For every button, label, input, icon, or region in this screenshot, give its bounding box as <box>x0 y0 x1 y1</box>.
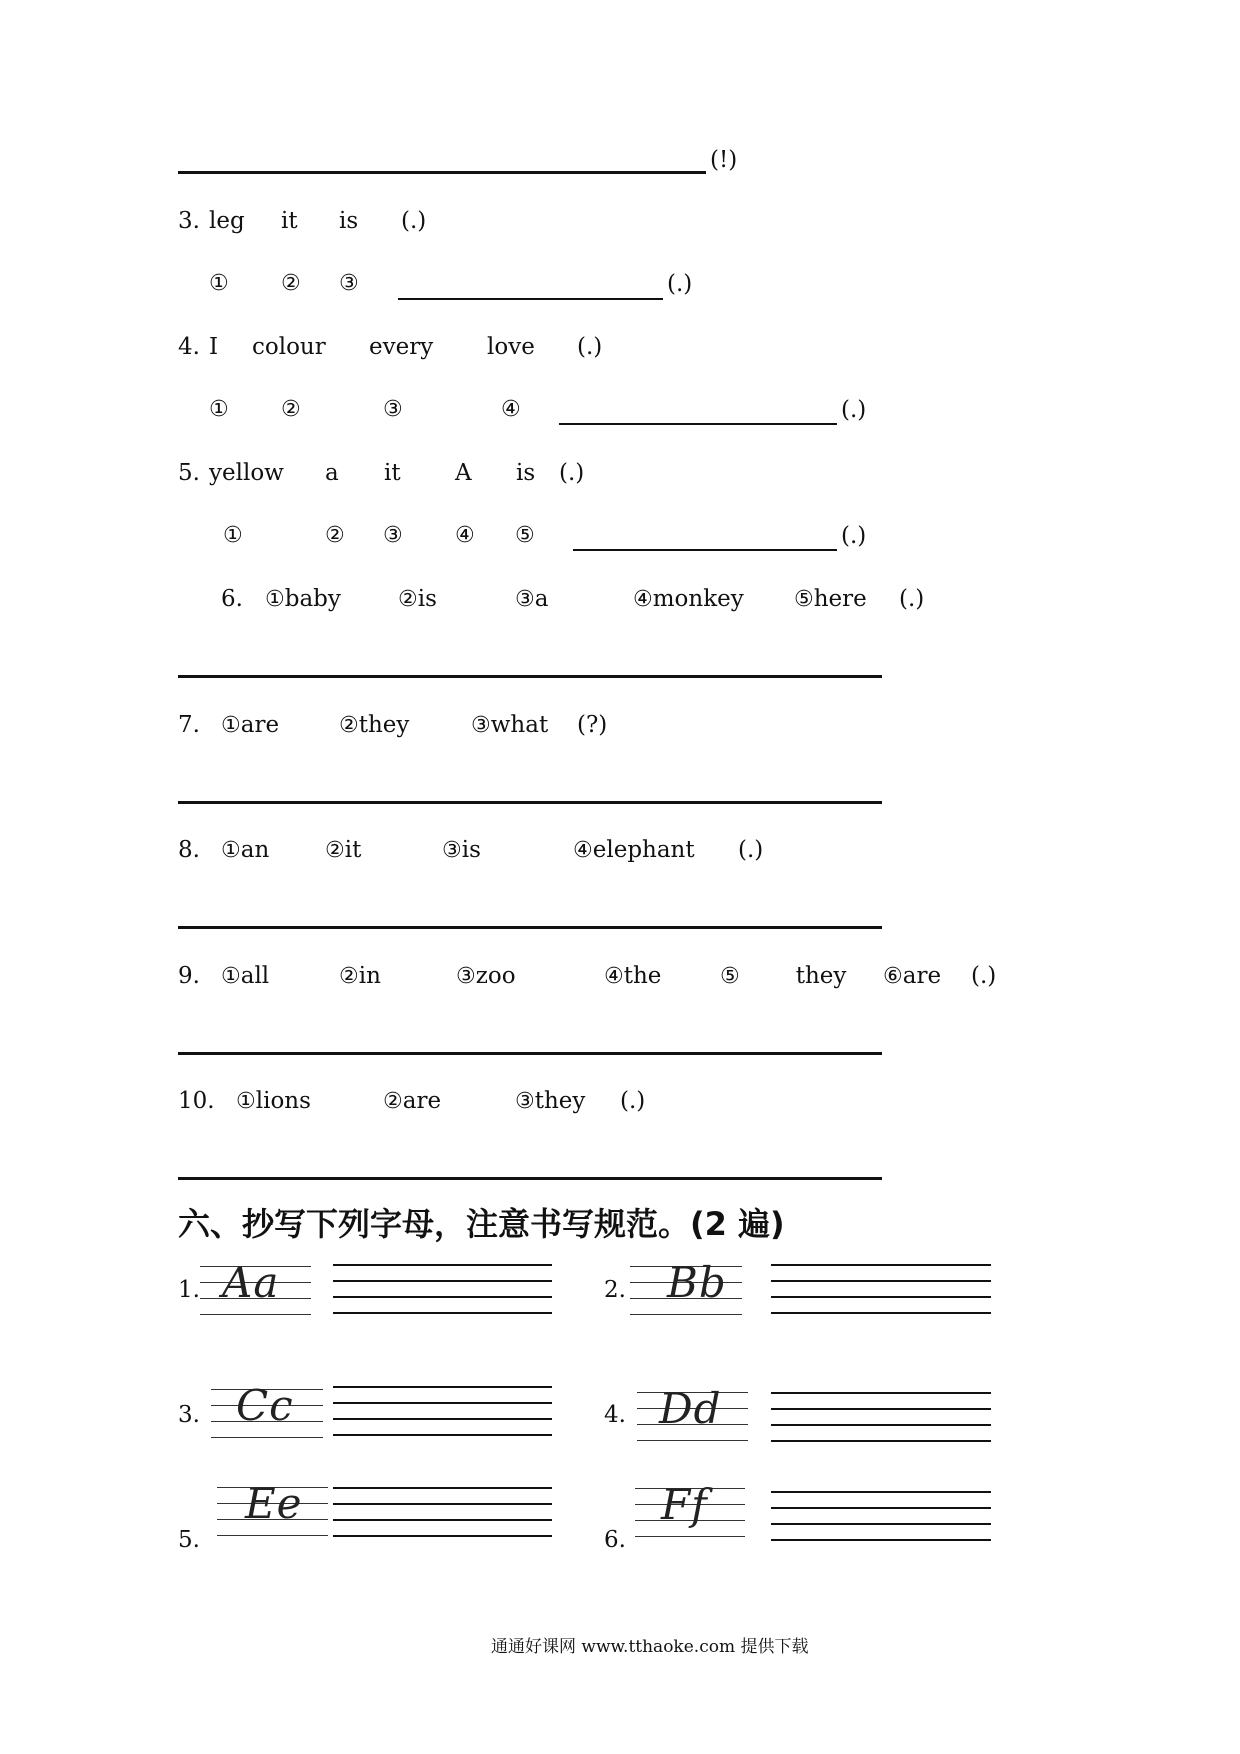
numbered-word <box>221 836 269 865</box>
numbered-word <box>221 711 279 740</box>
answer-line-q10 <box>178 1177 882 1180</box>
circled-number: ② <box>281 271 301 296</box>
copy-item-number: 3. <box>178 1402 200 1428</box>
circled-number: ③ <box>471 713 491 738</box>
question-number: 5. <box>178 460 200 486</box>
numbered-word <box>265 585 341 614</box>
guide-line <box>211 1437 323 1438</box>
question-5-order <box>0 522 1240 550</box>
copy-item-number: 4. <box>604 1402 626 1428</box>
answer-line-q6 <box>178 675 882 678</box>
question-3-order <box>0 270 1240 298</box>
guide-line <box>771 1408 991 1410</box>
word: baby <box>284 586 341 612</box>
punctuation-hint: (.) <box>971 963 997 989</box>
circled-number: ② <box>398 587 418 612</box>
answer-line-q4 <box>559 423 837 425</box>
scrambled-word: A <box>455 460 472 486</box>
guide-line <box>771 1440 991 1442</box>
scrambled-word: a <box>325 460 339 486</box>
word: here <box>813 586 867 612</box>
word: are <box>240 712 280 738</box>
question-number: 4. <box>178 334 200 360</box>
guide-line <box>333 1418 552 1420</box>
numbered-word <box>339 962 381 991</box>
punctuation-hint: (.) <box>899 586 925 612</box>
question-9 <box>0 962 1240 990</box>
guide-line <box>771 1491 991 1493</box>
circled-number: ② <box>281 397 301 422</box>
question-10 <box>0 1087 1240 1115</box>
word: are <box>902 963 942 989</box>
scrambled-word: it <box>384 460 401 486</box>
guide-line <box>771 1296 991 1298</box>
circled-number: ④ <box>573 838 593 863</box>
guide-line <box>771 1312 991 1314</box>
numbered-word <box>633 585 744 614</box>
circled-number: ② <box>339 713 359 738</box>
guide-line <box>771 1523 991 1525</box>
circled-number: ⑤ <box>515 523 535 548</box>
scrambled-word: leg <box>209 208 245 234</box>
guide-line <box>771 1507 991 1509</box>
copy-item-number: 2. <box>604 1277 626 1303</box>
circled-number: ⑤ <box>720 964 740 989</box>
copy-item-number: 1. <box>178 1277 200 1303</box>
word: what <box>490 712 549 738</box>
guide-line <box>200 1314 311 1315</box>
scrambled-word: I <box>209 334 219 360</box>
numbered-word <box>883 962 941 991</box>
guide-line <box>771 1280 991 1282</box>
numbered-word <box>515 1087 585 1116</box>
guide-line <box>630 1314 742 1315</box>
circled-number: ② <box>325 523 345 548</box>
numbered-word <box>456 962 516 991</box>
answer-line-q8 <box>178 926 882 929</box>
answer-punctuation: (.) <box>841 523 867 549</box>
question-number: 10. <box>178 1088 215 1114</box>
scrambled-word: colour <box>252 334 326 360</box>
answer-punctuation: (.) <box>667 271 693 297</box>
guide-line <box>771 1424 991 1426</box>
practice-grid <box>771 1264 991 1314</box>
word: elephant <box>592 837 695 863</box>
word: a <box>534 586 549 612</box>
guide-line <box>333 1434 552 1436</box>
practice-grid <box>333 1487 552 1537</box>
circled-number: ① <box>265 587 285 612</box>
circled-number: ④ <box>501 397 521 422</box>
model-letters: Ff <box>661 1480 708 1529</box>
numbered-word <box>573 836 695 865</box>
question-4-order <box>0 396 1240 424</box>
copy-item-number: 5. <box>178 1527 200 1553</box>
guide-line <box>333 1312 552 1314</box>
circled-number: ④ <box>455 523 475 548</box>
circled-number: ② <box>325 838 345 863</box>
circled-number: ① <box>221 838 241 863</box>
word: is <box>417 586 437 612</box>
numbered-word <box>794 585 867 614</box>
circled-number: ④ <box>633 587 653 612</box>
word: the <box>623 963 662 989</box>
punctuation-hint: (?) <box>577 712 608 738</box>
punctuation-hint: (.) <box>577 334 603 360</box>
model-letters: Ee <box>245 1479 303 1528</box>
guide-line <box>333 1503 552 1505</box>
answer-punctuation: (.) <box>841 397 867 423</box>
guide-line <box>333 1264 552 1266</box>
numbered-word <box>515 585 548 614</box>
circled-number: ⑥ <box>883 964 903 989</box>
model-letter-grid <box>630 1258 742 1316</box>
practice-grid <box>333 1264 552 1314</box>
word: in <box>358 963 381 989</box>
word: is <box>461 837 481 863</box>
practice-grid <box>771 1392 991 1442</box>
circled-number: ③ <box>456 964 476 989</box>
answer-line-q7 <box>178 801 882 804</box>
numbered-word <box>221 962 269 991</box>
circled-number: ① <box>209 397 229 422</box>
question-2-tail <box>0 146 1240 174</box>
circled-number: ① <box>236 1089 256 1114</box>
circled-number: ① <box>223 523 243 548</box>
scrambled-word: it <box>281 208 298 234</box>
word: it <box>344 837 362 863</box>
scrambled-word: is <box>516 460 536 486</box>
circled-number: ③ <box>383 397 403 422</box>
answer-line-q5 <box>573 549 837 551</box>
model-letter-grid <box>635 1480 745 1538</box>
guide-line <box>217 1535 328 1536</box>
model-letters: Dd <box>659 1384 722 1433</box>
section-6-heading: 六、抄写下列字母，注意书写规范。(2 遍) <box>178 1205 785 1243</box>
numbered-word <box>471 711 548 740</box>
guide-line <box>333 1487 552 1489</box>
circled-number: ① <box>221 964 241 989</box>
guide-line <box>333 1519 552 1521</box>
model-letter-grid <box>200 1258 311 1316</box>
circled-number: ① <box>209 271 229 296</box>
question-7 <box>0 711 1240 739</box>
circled-number: ① <box>221 713 241 738</box>
circled-number: ④ <box>604 964 624 989</box>
word: they <box>795 963 847 989</box>
question-number: 7. <box>178 712 200 738</box>
punctuation-hint: (.) <box>401 208 427 234</box>
guide-line <box>333 1280 552 1282</box>
model-letters: Cc <box>236 1381 294 1430</box>
numbered-word <box>339 711 409 740</box>
guide-line <box>637 1440 748 1441</box>
question-8 <box>0 836 1240 864</box>
scrambled-word: love <box>487 334 535 360</box>
scrambled-word: is <box>339 208 359 234</box>
q2-punctuation: (!) <box>710 147 738 173</box>
circled-number: ③ <box>383 523 403 548</box>
scrambled-word: yellow <box>209 460 284 486</box>
page-footer: 通通好课网 www.tthaoke.com 提供下载 <box>491 1637 809 1657</box>
question-5 <box>0 459 1240 487</box>
question-6 <box>0 585 1240 613</box>
word: they <box>358 712 410 738</box>
guide-line <box>771 1539 991 1541</box>
guide-line <box>771 1392 991 1394</box>
guide-line <box>333 1402 552 1404</box>
circled-number: ③ <box>515 1089 535 1114</box>
circled-number: ③ <box>339 271 359 296</box>
circled-number: ③ <box>442 838 462 863</box>
practice-grid <box>333 1386 552 1436</box>
model-letters: Aa <box>222 1258 280 1307</box>
answer-line-q3 <box>398 298 663 300</box>
question-number: 3. <box>178 208 200 234</box>
numbered-word <box>720 962 846 991</box>
question-number: 9. <box>178 963 200 989</box>
model-letters: Bb <box>667 1258 727 1307</box>
model-letter-grid <box>217 1479 328 1537</box>
numbered-word <box>383 1087 441 1116</box>
word: are <box>402 1088 442 1114</box>
numbered-word <box>325 836 361 865</box>
numbered-word <box>604 962 661 991</box>
question-3 <box>0 207 1240 235</box>
guide-line <box>333 1386 552 1388</box>
word: an <box>240 837 270 863</box>
punctuation-hint: (.) <box>738 837 764 863</box>
guide-line <box>771 1264 991 1266</box>
copy-item-number: 6. <box>604 1527 626 1553</box>
guide-line <box>333 1535 552 1537</box>
model-letter-grid <box>211 1381 323 1439</box>
scrambled-word: every <box>369 334 434 360</box>
word: all <box>240 963 270 989</box>
word: they <box>534 1088 586 1114</box>
word: lions <box>255 1088 311 1114</box>
circled-number: ② <box>383 1089 403 1114</box>
practice-grid <box>771 1491 991 1541</box>
answer-line-q9 <box>178 1052 882 1055</box>
word: zoo <box>475 963 516 989</box>
punctuation-hint: (.) <box>559 460 585 486</box>
question-4 <box>0 333 1240 361</box>
numbered-word <box>442 836 481 865</box>
circled-number: ③ <box>515 587 535 612</box>
punctuation-hint: (.) <box>620 1088 646 1114</box>
question-number: 6. <box>221 586 243 612</box>
model-letter-grid <box>637 1384 748 1442</box>
circled-number: ② <box>339 964 359 989</box>
circled-number: ⑤ <box>794 587 814 612</box>
word: monkey <box>652 586 744 612</box>
numbered-word <box>398 585 437 614</box>
question-number: 8. <box>178 837 200 863</box>
numbered-word <box>236 1087 311 1116</box>
guide-line <box>333 1296 552 1298</box>
guide-line <box>635 1536 745 1537</box>
